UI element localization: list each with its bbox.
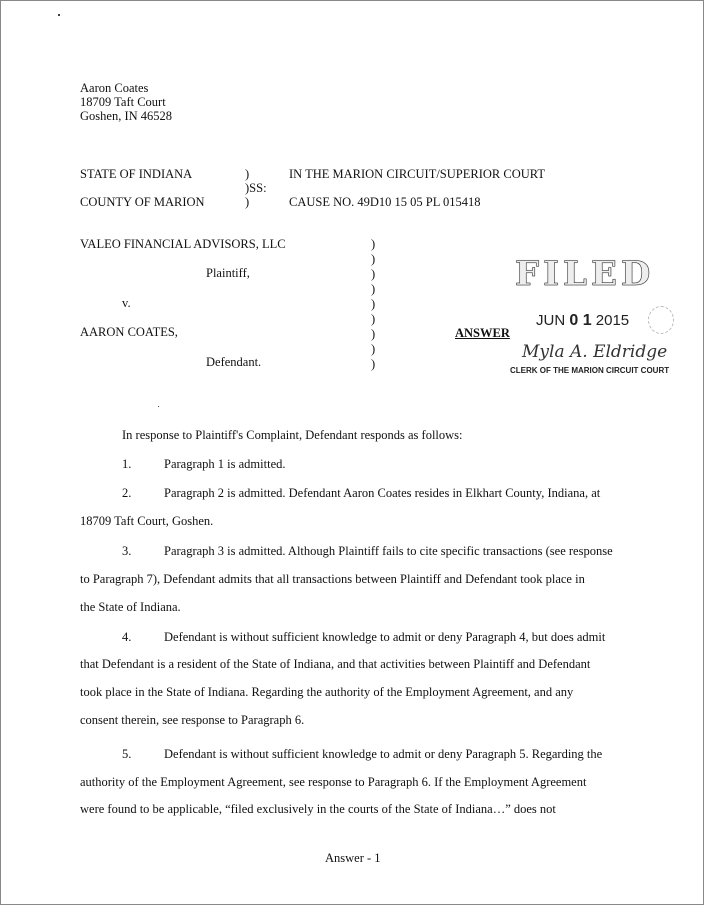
- para-line: 18709 Taft Court, Goshen.: [80, 514, 214, 528]
- scan-speck: [158, 406, 159, 407]
- paren: ): [245, 167, 250, 181]
- address-line: Goshen, IN 46528: [80, 109, 173, 123]
- paren: ): [371, 237, 376, 251]
- para-number: 5.: [122, 747, 132, 761]
- para-line: took place in the State of Indiana. Regarding the authority of the Employment Agreement, and any: [80, 685, 574, 699]
- paren: ): [371, 327, 376, 341]
- clerk-signature: Myla A. Eldridge: [522, 342, 668, 362]
- defendant-name: AARON COATES,: [80, 325, 178, 339]
- para-line: consent therein, see response to Paragraph 6.: [80, 713, 305, 727]
- paren: ): [371, 342, 376, 356]
- para-line: were found to be applicable, “filed exclusively in the courts of the State of Indiana…” does not: [80, 802, 556, 816]
- paren: ): [371, 357, 376, 371]
- document-title: ANSWER: [455, 326, 510, 340]
- ss-mark: )SS:: [245, 181, 267, 195]
- para-line: that Defendant is a resident of the State of Indiana, and that activities between Plaintiff and Defendant: [80, 657, 591, 671]
- scan-speck: [58, 14, 60, 16]
- para-line: Paragraph 1 is admitted.: [164, 457, 286, 471]
- para-line: to Paragraph 7), Defendant admits that all transactions between Plaintiff and Defendant took place in: [80, 572, 585, 586]
- plaintiff-role: Plaintiff,: [206, 266, 250, 280]
- para-line: Paragraph 2 is admitted. Defendant Aaron Coates resides in Elkhart County, Indiana, at: [164, 486, 601, 500]
- paren: ): [371, 282, 376, 296]
- address-line: 18709 Taft Court: [80, 95, 166, 109]
- filed-date: [536, 312, 629, 330]
- defendant-role: Defendant.: [206, 355, 262, 369]
- paren: ): [371, 312, 376, 326]
- filed-day: 0 1: [569, 312, 592, 329]
- state-label: STATE OF INDIANA: [80, 167, 193, 181]
- plaintiff-name: VALEO FINANCIAL ADVISORS, LLC: [80, 237, 286, 251]
- county-label: COUNTY OF MARION: [80, 195, 205, 209]
- para-line: Defendant is without sufficient knowledge to admit or deny Paragraph 4, but does admit: [164, 630, 606, 644]
- para-line: Paragraph 3 is admitted. Although Plaintiff fails to cite specific transactions (see response: [164, 544, 613, 558]
- para-number: 1.: [122, 457, 132, 471]
- page-footer: Answer - 1: [325, 851, 381, 865]
- para-number: 4.: [122, 630, 132, 644]
- clerk-title: CLERK OF THE MARION CIRCUIT COURT: [510, 366, 670, 375]
- versus: v.: [122, 296, 131, 310]
- paren: ): [371, 252, 376, 266]
- para-line: Defendant is without sufficient knowledge to admit or deny Paragraph 5. Regarding the: [164, 747, 603, 761]
- intro: In response to Plaintiff's Complaint, Defendant responds as follows:: [122, 428, 463, 442]
- court-name: IN THE MARION CIRCUIT/SUPERIOR COURT: [289, 167, 545, 181]
- paren: ): [371, 267, 376, 281]
- para-line: authority of the Employment Agreement, see response to Paragraph 6. If the Employment Agreement: [80, 775, 587, 789]
- paren: ): [245, 195, 250, 209]
- paren: ): [371, 297, 376, 311]
- seal-icon: [648, 306, 674, 334]
- filed-month: JUN: [536, 312, 566, 329]
- para-line: the State of Indiana.: [80, 600, 181, 614]
- filed-stamp-text: FILED: [515, 254, 655, 294]
- para-number: 2.: [122, 486, 132, 500]
- address-line: Aaron Coates: [80, 81, 149, 95]
- filed-year: 2015: [595, 312, 630, 329]
- para-number: 3.: [122, 544, 132, 558]
- cause-number: CAUSE NO. 49D10 15 05 PL 015418: [289, 195, 481, 209]
